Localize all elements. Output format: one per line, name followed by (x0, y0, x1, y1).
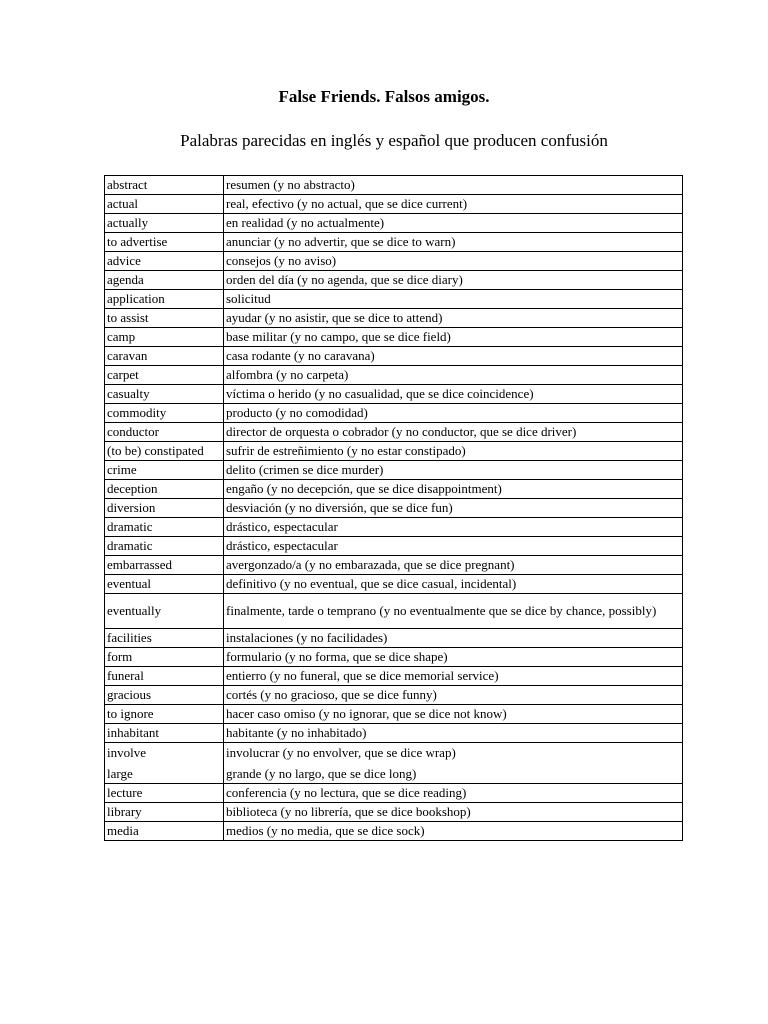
english-word-cell: inhabitant (105, 724, 224, 743)
spanish-meaning-cell: sufrir de estreñimiento (y no estar constipado) (224, 442, 683, 461)
spanish-meaning-cell: director de orquesta o cobrador (y no conductor, que se dice driver) (224, 423, 683, 442)
english-word-cell: gracious (105, 686, 224, 705)
table-row (105, 648, 683, 667)
english-word-cell: actual (105, 195, 224, 214)
english-word-cell: media (105, 822, 224, 841)
table-row (105, 271, 683, 290)
english-word: involve (107, 745, 146, 760)
false-friends-table (104, 175, 683, 841)
table-row (105, 686, 683, 705)
english-word-cell: advice (105, 252, 224, 271)
spanish-meaning-cell: delito (crimen se dice murder) (224, 461, 683, 480)
english-word-cell: form (105, 648, 224, 667)
table-row (105, 743, 683, 784)
spanish-meaning-cell: drástico, espectacular (224, 537, 683, 556)
spanish-meaning-cell: solicitud (224, 290, 683, 309)
english-word-cell: facilities (105, 629, 224, 648)
table-row (105, 461, 683, 480)
spanish-meaning-cell: instalaciones (y no facilidades) (224, 629, 683, 648)
spanish-meaning-cell: finalmente, tarde o temprano (y no eventualmente que se dice by chance, possibly) (224, 594, 683, 629)
english-word-cell: carpet (105, 366, 224, 385)
spanish-meaning-cell: cortés (y no gracioso, que se dice funny) (224, 686, 683, 705)
spanish-meaning-cell: real, efectivo (y no actual, que se dice current) (224, 195, 683, 214)
english-word-cell: casualty (105, 385, 224, 404)
english-word-cell: actually (105, 214, 224, 233)
english-word-cell: dramatic (105, 518, 224, 537)
spanish-meaning-cell: engaño (y no decepción, que se dice disappointment) (224, 480, 683, 499)
spanish-meaning: involucrar (y no envolver, que se dice wrap) (226, 745, 456, 760)
spanish-meaning-cell: hacer caso omiso (y no ignorar, que se dice not know) (224, 705, 683, 724)
document-subtitle: Palabras parecidas en inglés y español que producen confusión (180, 131, 608, 150)
table-row (105, 803, 683, 822)
table-row (105, 214, 683, 233)
english-word-cell: crime (105, 461, 224, 480)
table-row (105, 575, 683, 594)
english-word-cell: to assist (105, 309, 224, 328)
english-word-cell: eventually (105, 594, 224, 629)
english-word-cell: library (105, 803, 224, 822)
table-row (105, 556, 683, 575)
table-row (105, 404, 683, 423)
spanish-meaning-cell: drástico, espectacular (224, 518, 683, 537)
table-row (105, 705, 683, 724)
spanish-meaning-cell: habitante (y no inhabitado) (224, 724, 683, 743)
spanish-meaning-cell: definitivo (y no eventual, que se dice casual, incidental) (224, 575, 683, 594)
table-row (105, 822, 683, 841)
table-row (105, 195, 683, 214)
table-row (105, 290, 683, 309)
spanish-meaning-cell (224, 743, 683, 784)
table-row (105, 176, 683, 195)
table-row (105, 537, 683, 556)
table-row (105, 252, 683, 271)
spanish-meaning-cell: entierro (y no funeral, que se dice memorial service) (224, 667, 683, 686)
table-row (105, 309, 683, 328)
spanish-meaning-cell: base militar (y no campo, que se dice field) (224, 328, 683, 347)
english-word-cell: camp (105, 328, 224, 347)
spanish-meaning-cell: resumen (y no abstracto) (224, 176, 683, 195)
table-row (105, 499, 683, 518)
english-word-cell: to advertise (105, 233, 224, 252)
english-word-cell: diversion (105, 499, 224, 518)
english-word-cell: conductor (105, 423, 224, 442)
english-word-cell: deception (105, 480, 224, 499)
english-word-cell: funeral (105, 667, 224, 686)
english-word-cell: abstract (105, 176, 224, 195)
english-word-cell: lecture (105, 784, 224, 803)
spanish-meaning-cell: conferencia (y no lectura, que se dice reading) (224, 784, 683, 803)
english-word-cell: commodity (105, 404, 224, 423)
english-word-cell: (to be) constipated (105, 442, 224, 461)
spanish-meaning-cell: orden del día (y no agenda, que se dice diary) (224, 271, 683, 290)
table-row (105, 629, 683, 648)
table-row (105, 366, 683, 385)
spanish-meaning-cell: desviación (y no diversión, que se dice fun) (224, 499, 683, 518)
table-row (105, 328, 683, 347)
english-word-cell: caravan (105, 347, 224, 366)
spanish-meaning-cell: casa rodante (y no caravana) (224, 347, 683, 366)
english-word-cell: to ignore (105, 705, 224, 724)
spanish-meaning-cell: ayudar (y no asistir, que se dice to attend) (224, 309, 683, 328)
table-row (105, 724, 683, 743)
spanish-meaning-cell: anunciar (y no advertir, que se dice to warn) (224, 233, 683, 252)
english-word: large (107, 766, 133, 781)
table-row (105, 423, 683, 442)
spanish-meaning-cell: medios (y no media, que se dice sock) (224, 822, 683, 841)
spanish-meaning-cell: consejos (y no aviso) (224, 252, 683, 271)
english-word-cell: dramatic (105, 537, 224, 556)
spanish-meaning-cell: formulario (y no forma, que se dice shape) (224, 648, 683, 667)
document-title: False Friends. Falsos amigos. (278, 87, 490, 106)
table-row (105, 347, 683, 366)
spanish-meaning-cell: víctima o herido (y no casualidad, que se dice coincidence) (224, 385, 683, 404)
table-row (105, 594, 683, 629)
table-row (105, 385, 683, 404)
table-row (105, 233, 683, 252)
spanish-meaning-cell: biblioteca (y no librería, que se dice bookshop) (224, 803, 683, 822)
table-row (105, 518, 683, 537)
spanish-meaning: grande (y no largo, que se dice long) (226, 766, 417, 781)
spanish-meaning-cell: en realidad (y no actualmente) (224, 214, 683, 233)
english-word-cell: embarrassed (105, 556, 224, 575)
english-word-cell: eventual (105, 575, 224, 594)
table-row (105, 667, 683, 686)
table-row (105, 784, 683, 803)
spanish-meaning-cell: alfombra (y no carpeta) (224, 366, 683, 385)
spanish-meaning-cell: producto (y no comodidad) (224, 404, 683, 423)
english-word-cell: agenda (105, 271, 224, 290)
english-word-cell: application (105, 290, 224, 309)
table-row (105, 480, 683, 499)
spanish-meaning-cell: avergonzado/a (y no embarazada, que se dice pregnant) (224, 556, 683, 575)
table-row (105, 442, 683, 461)
english-word-cell (105, 743, 224, 784)
